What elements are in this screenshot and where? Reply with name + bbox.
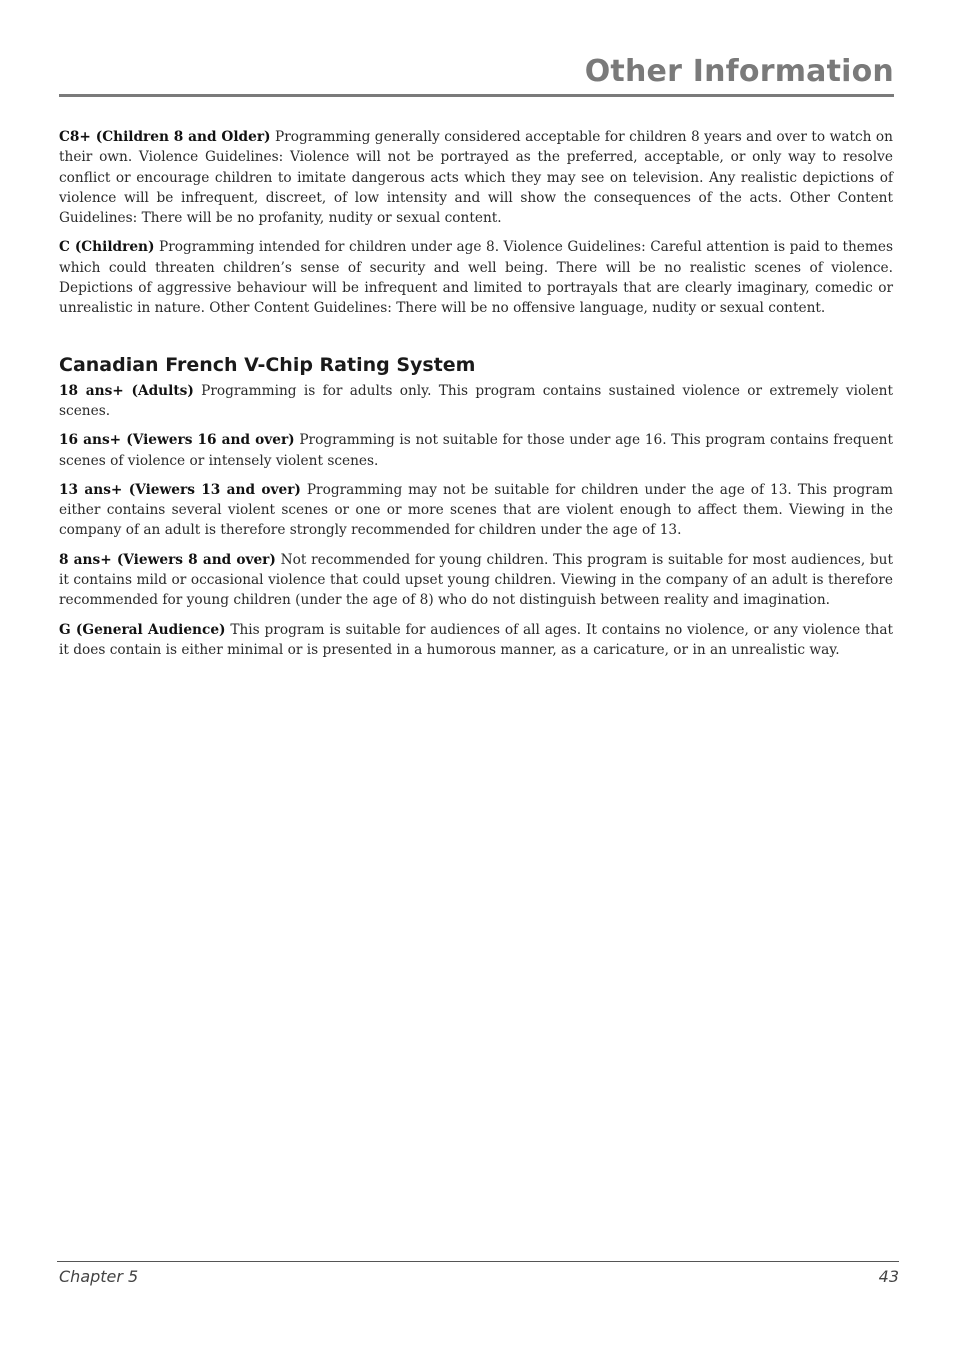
- rating-term: 8 ans+ (Viewers 8 and over): [59, 551, 276, 568]
- rating-description: Programming intended for children under age 8. Violence Guidelines: Careful attention is paid to themes which could threaten children’s sense of security and well being. There will be no realistic scenes of violence. Depictions of aggressive behaviour will be infrequent and limited to portrayals that are clearly imaginary, comedic or unrealistic in nature. Other Content Guidelines: There will be no offensive language, nudity or sexual content.: [59, 239, 893, 317]
- rating-entry-8ans: [59, 550, 893, 611]
- rating-description: Programming may not be suitable for children under the age of 13. This program either contains several violent scenes or one or more scenes that are violent enough to affect them. Viewing in the company of an adult is therefore strongly recommended for children under the age of 13.: [59, 481, 893, 539]
- rating-term: 18 ans+ (Adults): [59, 382, 194, 399]
- rating-entry-16ans: [59, 430, 893, 471]
- page-content: [59, 127, 893, 669]
- rating-entry-18ans: [59, 381, 893, 422]
- rating-description: Programming is for adults only. This program contains sustained violence or extremely violent scenes.: [59, 382, 893, 419]
- page-header: [59, 52, 894, 97]
- rating-term: C8+ (Children 8 and Older): [59, 129, 271, 145]
- rating-description: Not recommended for young children. This program is suitable for most audiences, but it contains mild or occasional violence that could upset young children. Viewing in the company of an adult is therefore recommended for young children (under the age of 8) who do not distinguish between reality and imagination.: [59, 551, 893, 609]
- rating-entry-c: [59, 237, 893, 318]
- rating-entry-13ans: [59, 480, 893, 541]
- page-number: 43: [878, 1267, 899, 1286]
- rating-term: C (Children): [59, 239, 155, 256]
- rating-description: This program is suitable for audiences of all ages. It contains no violence, or any violence that it does contain is either minimal or is presented in a humorous manner, as a caricature, or in an unrealistic way.: [59, 621, 893, 658]
- rating-description: Programming generally considered acceptable for children 8 years and over to watch on their own. Violence Guidelines: Violence will not be portrayed as the preferred, acceptable, or only way to resolve conflict or encourage children to imitate dangerous acts which they may see on television. Any realistic depictions of violence will be infrequent, discreet, of low intensity and will show the consequences of the acts. Other Content Guidelines: There will be no profanity, nudity or sexual content.: [59, 129, 893, 227]
- section-heading-canadian-french: Canadian French V-Chip Rating System: [59, 353, 476, 376]
- footer-chapter: Chapter 5: [59, 1267, 139, 1286]
- rating-description: Programming is not suitable for those under age 16. This program contains frequent scenes of violence or intensely violent scenes.: [59, 432, 893, 469]
- rating-entry-g: [59, 620, 893, 661]
- page-footer: [57, 1261, 899, 1292]
- rating-term: 16 ans+ (Viewers 16 and over): [59, 432, 295, 449]
- rating-term: G (General Audience): [59, 621, 226, 638]
- rating-entry-c8plus: [59, 127, 893, 228]
- rating-term: 13 ans+ (Viewers 13 and over): [59, 481, 301, 498]
- page-title: Other Information: [584, 54, 894, 89]
